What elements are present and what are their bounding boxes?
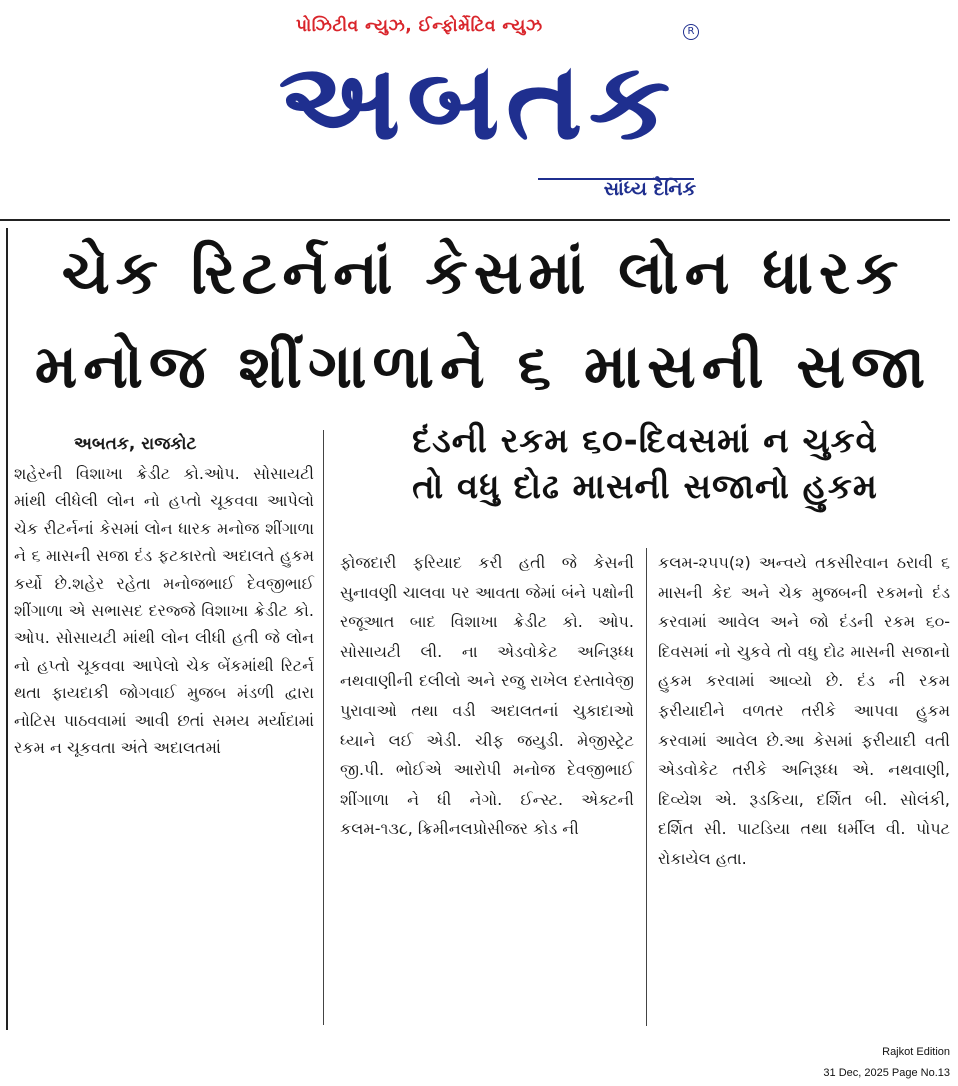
masthead-tagline: પોઝિટીવ ન્યુઝ, ઈન્ફોર્મેટિવ ન્યુઝ xyxy=(296,16,543,36)
column-3-text: કલમ-૨૫૫(૨) અન્વયે તકસીરવાન ઠરાવી ૬ માસની કેદ અને ચેક મુજબની રકમનો દંડ કરવામાં આવેલ અને જો દંડની રકમ ૬૦-દિવસમાં નો ચુકવે તો વધુ દોઢ માસની સજાનો હુકમ કરવામાં આવ્યો છે. દંડ ની રકમ ફરીયાદીને વળતર તરીકે આપવા હુકમ કરવામાં આવેલ છે.આ કેસમાં ફરીયાદી વતી એડવોકેટ તરીકે અનિરૂધ્ધ એ. નથવાણી, દિવ્યેશ એ. રૂડકિયા, દર્શિત બી. સોલંકી, દર્શિત સી. પાટડિયા તથા ધર્મીલ વી. પોપટ રોકાયેલ હતા. xyxy=(658,553,950,868)
headline-line-1: ચેક રિટર્નનાં કેસમાં લોન ધારક xyxy=(61,238,905,308)
article-column-3 xyxy=(658,548,950,874)
column-divider xyxy=(323,430,324,1025)
column-divider xyxy=(646,548,647,1026)
article-column-1 xyxy=(14,432,314,761)
subheadline-line-2: તો વધુ દોઢ માસની સજાનો હુકમ xyxy=(412,467,878,507)
date-page-label: 31 Dec, 2025 Page No.13 xyxy=(823,1067,950,1079)
edition-label: Rajkot Edition xyxy=(882,1046,950,1058)
subheadline xyxy=(336,418,954,510)
registered-trademark-icon: R xyxy=(683,24,699,40)
subheadline-line-1: દંડની રકમ ૬૦-દિવસમાં ન ચુકવે xyxy=(412,421,878,461)
dateline: અબતક, રાજકોટ xyxy=(74,434,197,454)
column-1-text: શહેરની વિશાખા ક્રેડીટ કો.ઓપ. સોસાયટી માંથી લીધેલી લોન નો હપ્તો ચૂકવવા આપેલો ચેક રીટર્નનાં કેસમાં લોન ધારક મનોજ શીંગાળા ને ૬ માસની સજા દંડ ફટકારતો અદાલતે હુકમ કર્યો છે.શહેર રહેતા મનોજભાઈ દેવજીભાઈ શીંગાળા એ સભાસદ દરજ્જે વિશાખા ક્રેડીટ કો. ઓપ. સોસાયટી માંથી લોન લીધી હતી જે લોન નો હપ્તો ચૂકવવા આપેલો ચેક બેંકમાંથી રિટર્ન થતા ફાયદાકી જોગવાઈ મુજબ મંડળી દ્વારા નોટિસ પાઠવવામાં આવી છતાં સમય મર્યાદામાં રકમ ન ચૂકવતા અંતે અદાલતમાં xyxy=(14,464,314,758)
main-headline xyxy=(14,226,952,414)
column-2-text: ફોજદારી ફરિયાદ કરી હતી જે કેસની સુનાવણી ચાલવા પર આવતા જેમાં બંને પક્ષોની રજૂઆત બાદ વિશાખા ક્રેડીટ કો. ઓપ. સોસાયટી લી. ના એડવોકેટ અનિરૂધ્ધ નથવાણીની દલીલો અને રજુ રાખેલ દસ્તાવેજી પુરાવાઓ તથા વડી અદાલતનાં ચુકાદાઓ ધ્યાને લઈ એડી. ચીફ જયુડી. મેજીસ્ટ્રેટ જી.પી. ભોઈએ આરોપી મનોજ દેવજીભાઈ શીંગાળા ને ધી નેગો. ઈન્સ્ટ. એક્ટની કલમ-૧૩૮, ક્રિમીનલપ્રોસીજર કોડ ની xyxy=(340,553,634,839)
page-footer xyxy=(823,1042,950,1084)
newspaper-logo: અબતક xyxy=(278,39,677,164)
masthead-divider xyxy=(0,219,950,221)
masthead xyxy=(0,0,958,220)
headline-line-2: મનોજ શીંગાળાને ૬ માસની સજા xyxy=(34,332,932,402)
article-column-2 xyxy=(340,548,634,844)
left-border-rule xyxy=(6,228,8,1030)
masthead-subtitle: સાંધ્ય દૈનિક xyxy=(603,178,696,200)
